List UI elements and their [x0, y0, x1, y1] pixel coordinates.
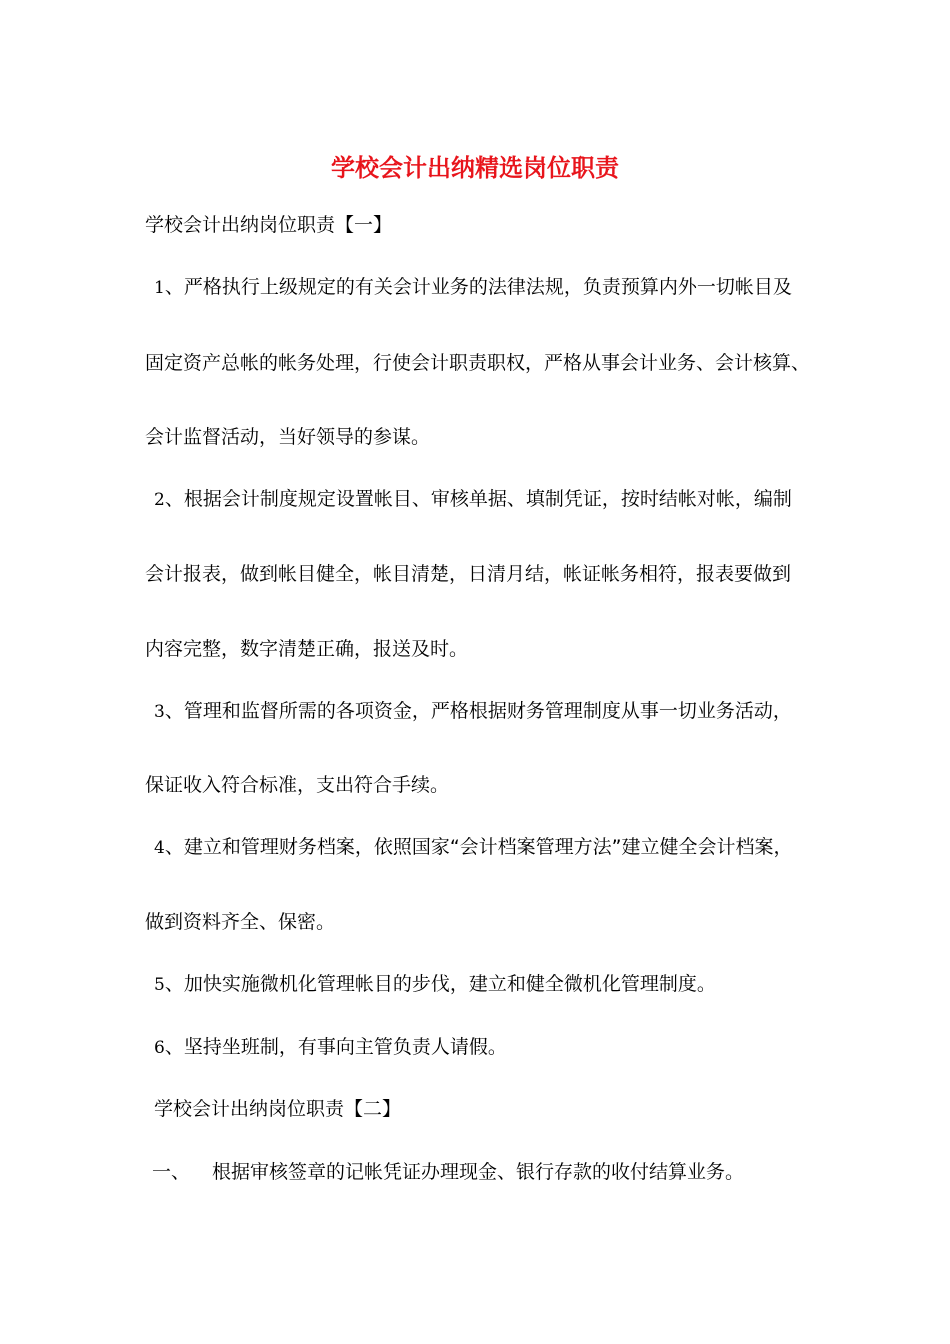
section-2-item-1: 一、 根据审核签章的记帐凭证办理现金、银行存款的收付结算业务。 — [152, 1161, 745, 1183]
item-number: 1 — [154, 278, 165, 298]
item-number: 5 — [154, 975, 165, 995]
item-1-line-3: 会计监督活动，当好领导的参谋。 — [145, 426, 431, 448]
item-2-line-3: 内容完整，数字清楚正确，报送及时。 — [145, 638, 469, 660]
item-number: 3 — [154, 702, 165, 722]
item-3-line-1: 3、管理和监督所需的各项资金，严格根据财务管理制度从事一切业务活动， — [154, 700, 792, 722]
item-number: 4 — [154, 838, 165, 858]
item-2-line-2: 会计报表，做到帐目健全，帐目清楚，日清月结，帐证帐务相符，报表要做到 — [145, 563, 792, 585]
section-heading-2: 学校会计出纳岗位职责【二】 — [154, 1098, 402, 1120]
document-title: 学校会计出纳精选岗位职责 — [331, 154, 619, 182]
item-6-line-1: 6、坚持坐班制，有事向主管负责人请假。 — [154, 1036, 507, 1058]
item-number: 6 — [154, 1038, 165, 1058]
item-number: 2 — [154, 490, 165, 510]
item-marker: 一、 — [152, 1161, 191, 1183]
item-1-line-1: 1、严格执行上级规定的有关会计业务的法律法规，负责预算内外一切帐目及 — [154, 276, 792, 298]
item-4-line-1: 4、建立和管理财务档案，依照国家“会计档案管理方法”建立健全会计档案， — [154, 836, 793, 858]
item-3-line-2: 保证收入符合标准，支出符合手续。 — [145, 774, 450, 796]
item-5-line-1: 5、加快实施微机化管理帐目的步伐，建立和健全微机化管理制度。 — [154, 973, 716, 995]
item-2-line-1: 2、根据会计制度规定设置帐目、审核单据、填制凭证，按时结帐对帐，编制 — [154, 488, 792, 510]
section-heading-1: 学校会计出纳岗位职责【一】 — [145, 214, 393, 236]
item-1-line-2: 固定资产总帐的帐务处理，行使会计职责职权，严格从事会计业务、会计核算、 — [145, 352, 811, 374]
item-4-line-2: 做到资料齐全、保密。 — [145, 911, 336, 933]
